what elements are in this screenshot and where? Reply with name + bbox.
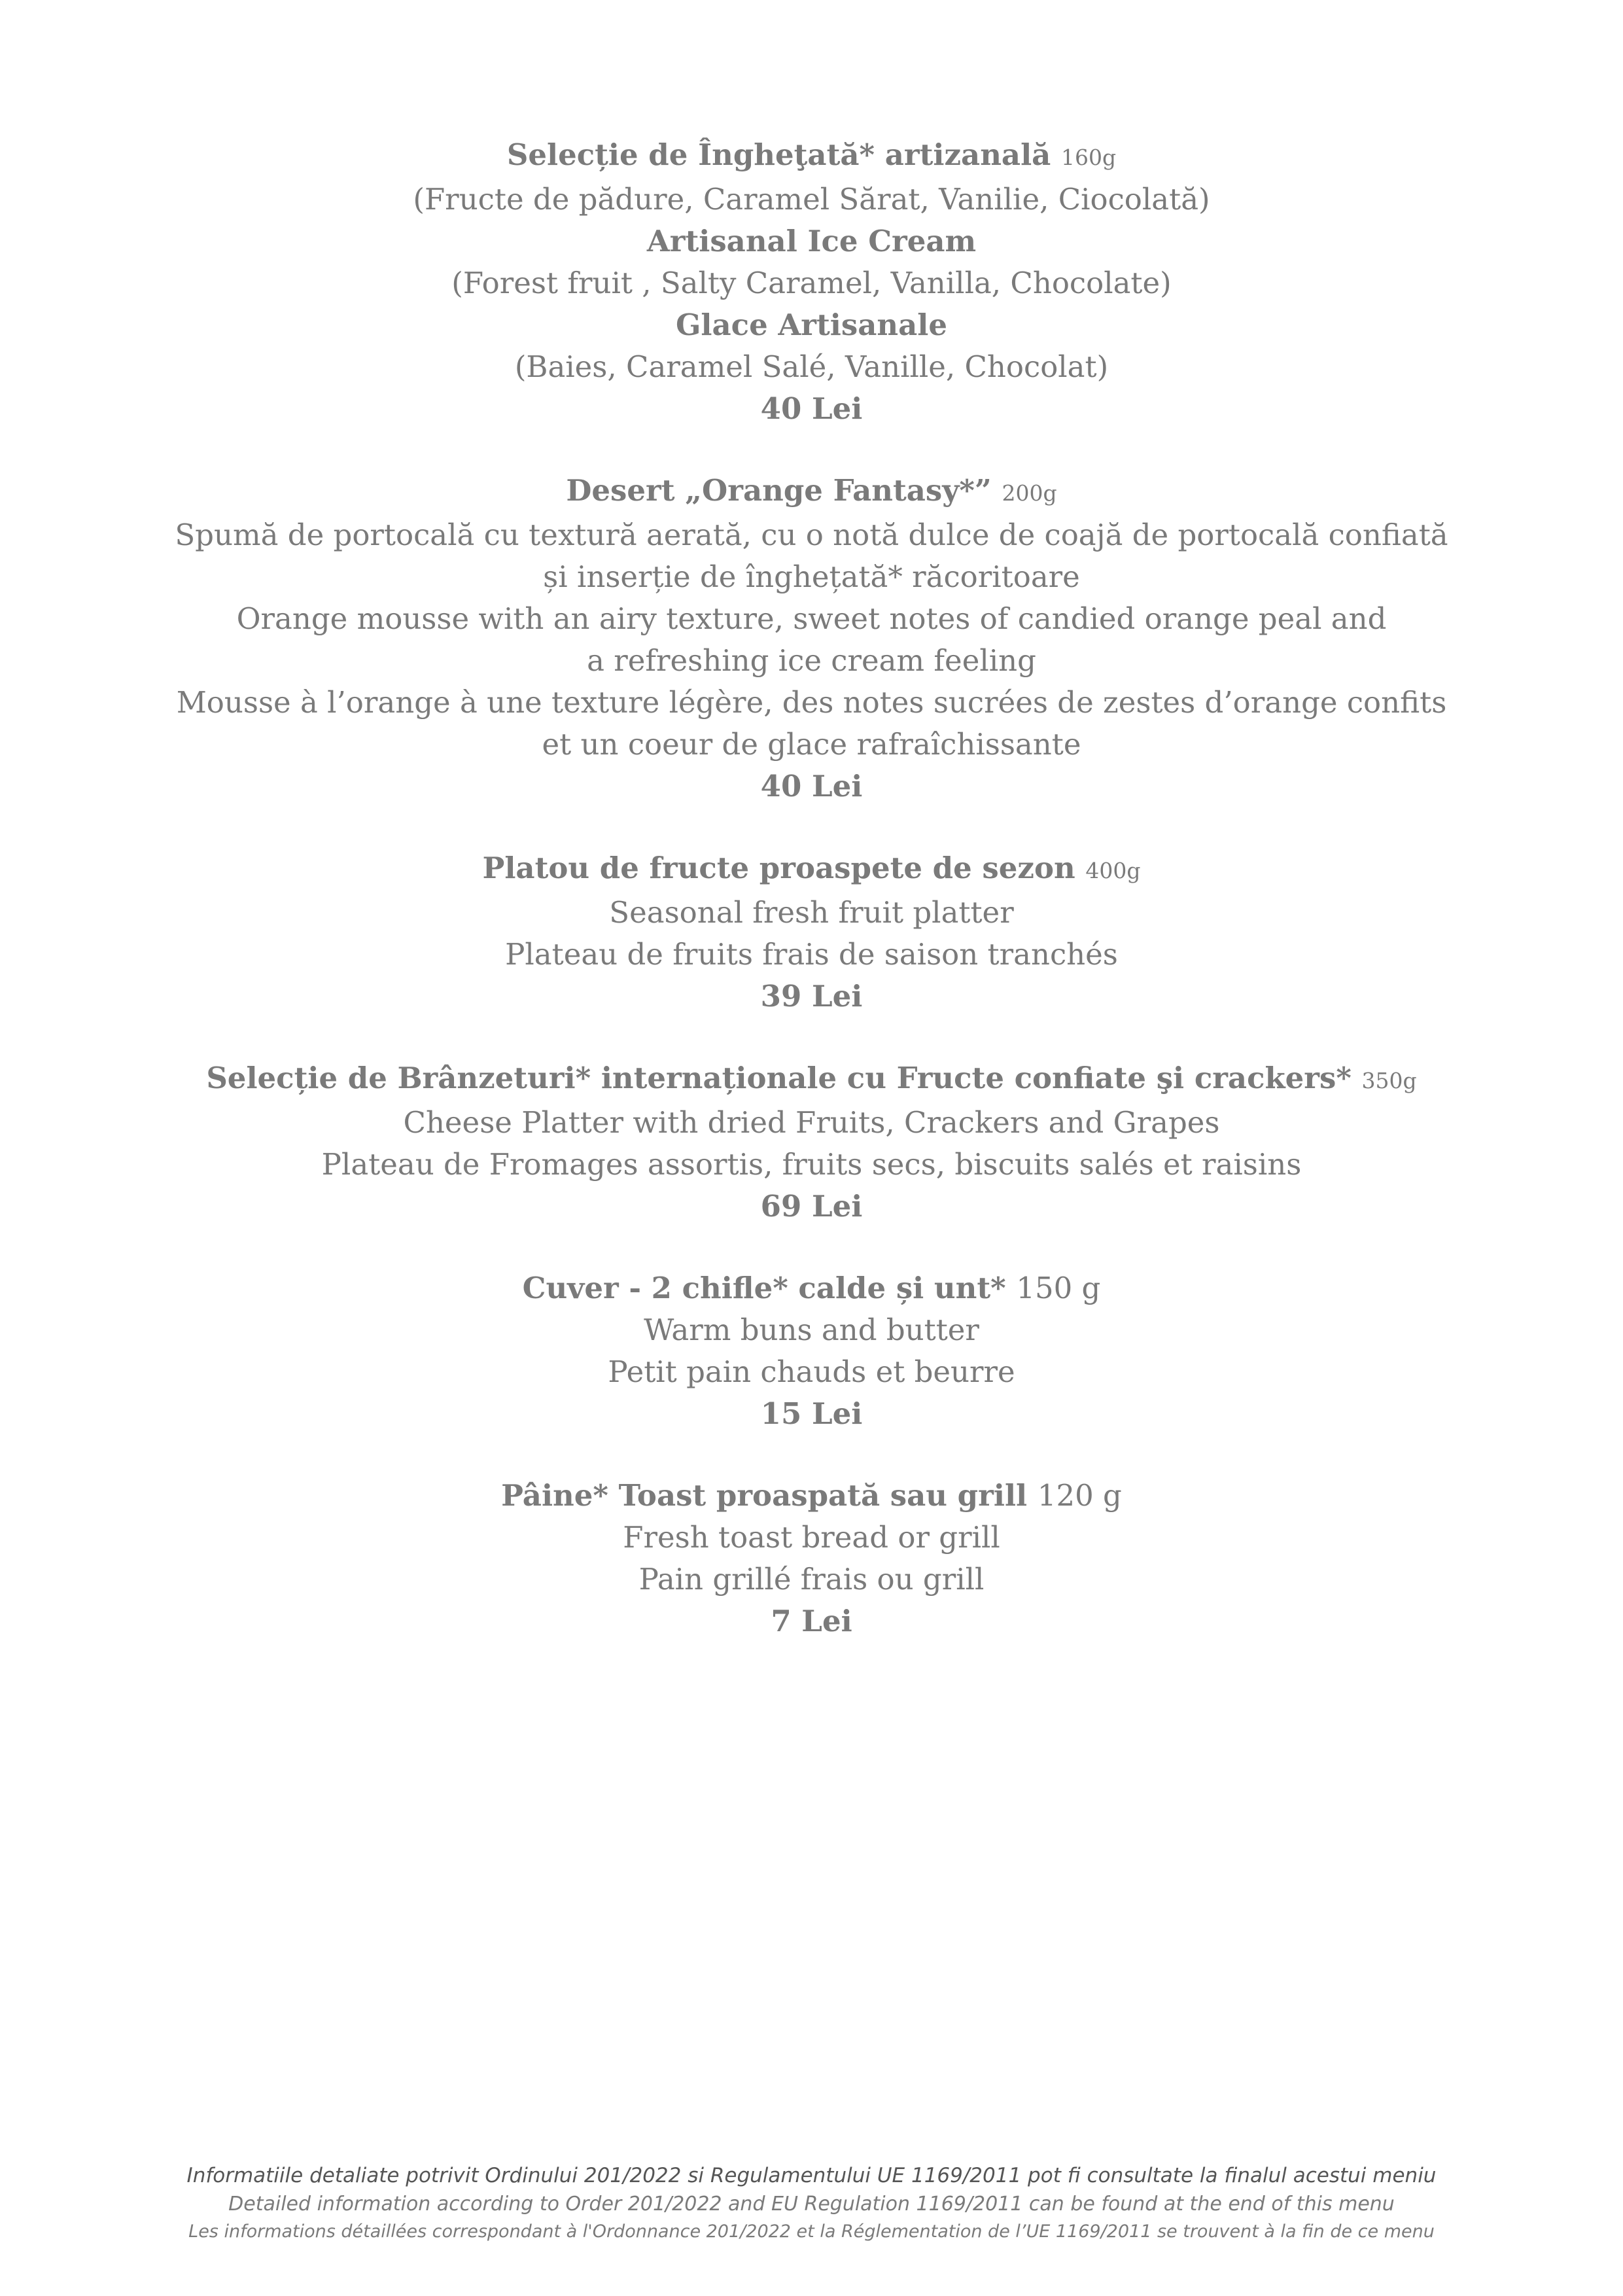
item-price: 69 Lei [760,1189,863,1224]
item-weight: 150 g [1016,1271,1101,1305]
item-price: 40 Lei [760,769,863,804]
menu-item-artisanal-ice-cream [0,134,1623,430]
menu-item-cheese-platter [0,1057,1623,1227]
item-weight: 160g [1061,145,1117,170]
item-price: 39 Lei [760,979,863,1014]
item-weight: 120 g [1037,1478,1122,1513]
item-description: Pain grillé frais ou grill [638,1562,985,1597]
item-description: (Baies, Caramel Salé, Vanille, Chocolat) [514,349,1109,384]
item-description: Warm buns and butter [644,1313,979,1347]
item-title-line [0,134,1623,179]
menu-item-orange-fantasy [0,470,1623,807]
footer-line-en: Detailed information according to Order 201/2022 and EU Regulation 1169/2011 can be found at the end of this menu [228,2193,1395,2216]
item-description: et un coeur de glace rafraîchissante [542,727,1081,762]
item-description: (Fructe de pădure, Caramel Sărat, Vanilie, Ciocolată) [413,182,1210,217]
item-title-line [0,470,1623,514]
item-title: Selecție de Brânzeturi* internaționale cu Fructe confiate şi crackers* [206,1061,1352,1095]
item-description: (Forest fruit , Salty Caramel, Vanilla, Chocolate) [451,266,1172,300]
item-price: 40 Lei [760,391,863,426]
item-description: Petit pain chauds et beurre [608,1354,1015,1389]
footer-line-fr: Les informations détaillées correspondant à l'Ordonnance 201/2022 et la Réglementation de l’UE 1169/2011 se trouvent à la fin de ce menu [188,2221,1435,2242]
item-description: Plateau de fruits frais de saison tranchés [505,937,1118,972]
item-title: Cuver - 2 chifle* calde și unt* [522,1271,1006,1305]
item-description: Mousse à l’orange à une texture légère, des notes sucrées de zestes d’orange confits [176,685,1447,720]
item-weight: 400g [1085,858,1141,883]
item-description: a refreshing ice cream feeling [587,643,1036,678]
item-title: Selecție de Îngheţată* artizanală [506,137,1051,172]
item-title-line [0,1475,1623,1517]
menu-item-fruit-platter [0,847,1623,1017]
item-weight: 200g [1002,480,1057,506]
item-description: și inserție de înghețată* răcoritoare [543,559,1080,594]
item-subtitle: Glace Artisanale [676,308,947,342]
footer-line-ro: Informatiile detaliate potrivit Ordinului 201/2022 si Regulamentului UE 1169/2011 pot fi consultate la finalul acestui meniu [186,2164,1437,2187]
item-weight: 350g [1361,1068,1417,1093]
item-title-line [0,847,1623,892]
item-subtitle: Artisanal Ice Cream [646,224,977,258]
item-description: Orange mousse with an airy texture, sweet notes of candied orange peal and [236,601,1387,636]
item-title: Desert „Orange Fantasy*” [566,473,992,508]
item-description: Seasonal fresh fruit platter [609,895,1014,930]
item-description: Spumă de portocală cu textură aerată, cu o notă dulce de coajă de portocală confiată [175,518,1448,552]
item-description: Cheese Platter with dried Fruits, Crackers and Grapes [403,1105,1220,1140]
item-description: Fresh toast bread or grill [623,1520,1000,1555]
item-description: Plateau de Fromages assortis, fruits secs, biscuits salés et raisins [321,1147,1302,1182]
item-title-line [0,1267,1623,1309]
item-title: Platou de fructe proaspete de sezon [482,851,1075,885]
item-price: 15 Lei [760,1396,863,1431]
menu [0,134,1623,1682]
item-title-line [0,1057,1623,1102]
item-title: Pâine* Toast proaspată sau grill [501,1478,1028,1513]
item-price: 7 Lei [771,1604,852,1638]
footer-notice [0,2161,1623,2245]
menu-item-toast-bread [0,1475,1623,1642]
menu-item-warm-buns [0,1267,1623,1435]
